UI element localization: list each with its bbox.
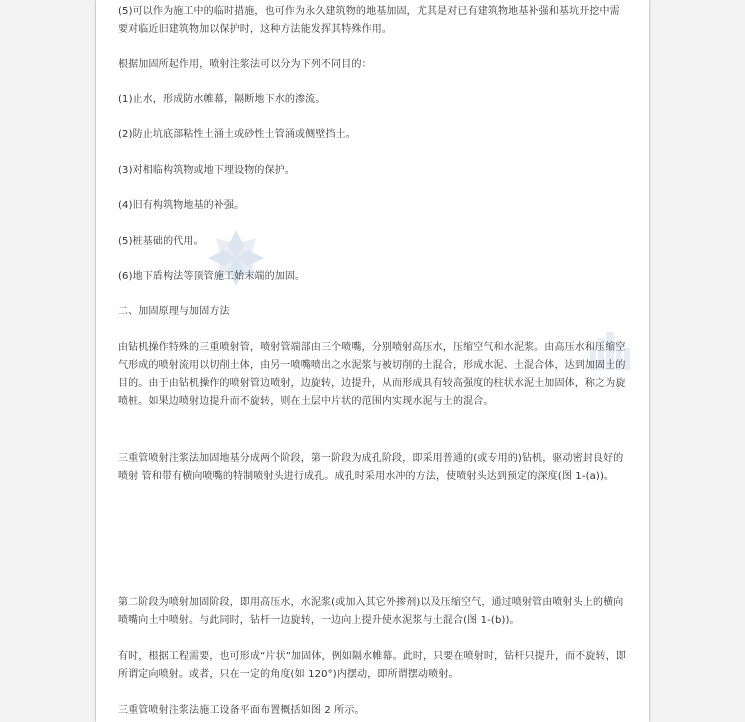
list-item-3: (3)对相临构筑物或地下埋设物的保护。 <box>118 165 296 176</box>
page-edge-right <box>649 0 650 722</box>
paragraph-stage-one: 三重管喷射注浆法加固地基分成两个阶段，第一阶段为成孔阶段，即采用普通的(或专用的)钻机，驱动密封良好的喷射 管和带有横向喷嘴的特制喷射头进行成孔。成孔时采用水冲的方法，使喷射头达到预定的深度(图 1-(a))。 <box>118 453 624 482</box>
paragraph-directional: 有时，根据工程需要，也可形成“片状”加固体，例如隔水帷幕。此时，只要在喷射时，钻杆只提升，而不旋转，即所谓定向喷射。或者，只在一定的角度(如 120°)内摆动，即所谓摆动喷射。 <box>118 651 627 680</box>
list-item-4: (4)旧有构筑物地基的补强。 <box>118 200 245 211</box>
list-item-2: (2)防止坑底部粘性土涌土或砂性土管涌或侧壁挡土。 <box>118 129 356 140</box>
paragraph-principle: 由钻机操作特殊的三重喷射管，喷射管端部由三个喷嘴，分别喷射高压水，压缩空气和水泥浆。由高压水和压缩空气形成的喷射流用以切削土体，由另一喷嘴喷出之水泥浆与被切削的土混合，形成水泥、土混合体，达到加固土的目的。由于由钻机操作的喷射管边喷射，边旋转，边提升，从而形成具有较高强度的柱状水泥土加固体，称之为旋喷桩。如果边喷射边提升而不旋转，则在土层中片状的范围内实现水泥与土的混合。 <box>118 342 626 407</box>
list-item-6: (6)地下盾构法等顶管施工始末端的加固。 <box>118 271 306 282</box>
paragraph-1: (5)可以作为施工中的临时措施，也可作为永久建筑物的地基加固，尤其是对已有建筑物地基补强和基坑开挖中需要对临近旧建筑物加以保护时，这种方法能发挥其特殊作用。 <box>118 6 620 35</box>
list-item-5: (5)桩基础的代用。 <box>118 236 204 247</box>
list-item-1: (1)止水，形成防水帷幕，隔断地下水的渗流。 <box>118 94 326 105</box>
paragraph-2: 根据加固所起作用，喷射注浆法可以分为下列不同目的： <box>118 59 372 70</box>
paragraph-stage-two: 第二阶段为喷射加固阶段，即用高压水，水泥浆(或加入其它外掺剂)以及压缩空气，通过喷射管由喷射头上的横向喷嘴向土中喷射。与此同时，钻杆一边旋转，一边向上提升使水泥浆与土混合(图 1-(b))。 <box>118 597 624 626</box>
section-heading: 二、加固原理与加固方法 <box>118 306 230 317</box>
paragraph-layout: 三重管喷射注浆法施工设备平面布置概括如图 2 所示。 <box>118 705 365 716</box>
document-page[interactable] <box>96 0 649 722</box>
